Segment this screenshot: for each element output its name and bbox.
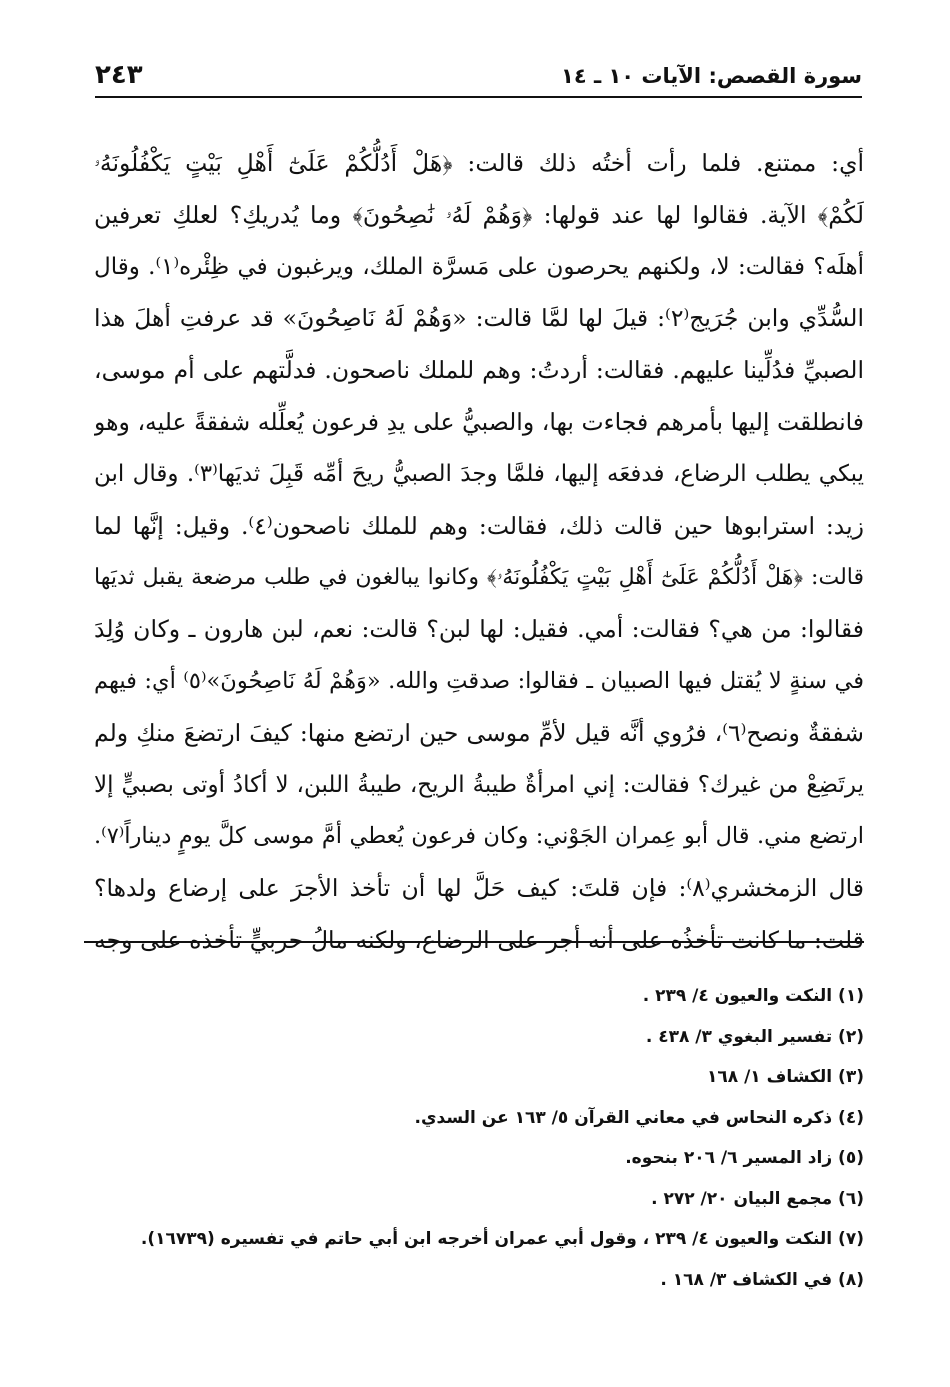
footnote: (٧) النكت والعيون ٤/ ٢٣٩ ، وقول أبي عمران أخرجه ابن أبي حاتم في تفسيره (١٦٧٣٩).	[140, 1229, 864, 1249]
text-line: يبكي يطلب الرضاع، فدفعَه إليها، فلمَّا وجدَ الصبيُّ ريحَ أمِّه قَبِلَ ثديَها⁽٣⁾. وقال ابن	[94, 460, 864, 487]
text-line: فقالوا: من هي؟ فقالت: أمي. فقيل: لها لبن؟ قالت: نعم، لبن هارون ـ وكان وُلِدَ	[94, 615, 864, 644]
footnote: (١) النكت والعيون ٤/ ٢٣٩ .	[642, 986, 864, 1006]
running-header	[95, 56, 862, 98]
text-line: ارتضع مني. قال أبو عِمران الجَوْني: وكان فرعون يُعطي أمَّ موسى كلَّ يومٍ ديناراً⁽٧⁾.	[94, 823, 864, 850]
surah-title: سورة القصص: الآيات ١٠ ـ ١٤	[561, 64, 862, 88]
footnote: (٥) زاد المسير ٦/ ٢٠٦ بنحوه.	[625, 1148, 864, 1168]
main-text	[94, 138, 864, 967]
text-line: أي: ممتنع. فلما رأت أختُه ذلك قالت: ﴿هَلْ أَدُلُّكُمْ عَلَىٰٓ أَهْلِ بَيْتٍ يَكْفُلُونَهُۥ	[94, 149, 864, 177]
text-line: لَكُمْ﴾ الآية. فقالوا لها عند قولها: ﴿وَهُمْ لَهُۥ نَٰصِحُونَ﴾ وما يُدريكِ؟ لعلكِ تعرفين	[94, 200, 864, 229]
text-line: شفقةٌ ونصح⁽٦⁾، فرُوي أنَّه قيل لأمِّ موسى حين ارتضع منها: كيفَ ارتضعَ منكِ ولم	[94, 718, 864, 747]
text-line: زيد: استرابوها حين قالت ذلك، فقالت: وهم للملك ناصحون⁽٤⁾. وقيل: إنَّها لما	[94, 511, 864, 540]
text-line: الصبيِّ فدُلِّينا عليهم. فقالت: أردتُ: وهم للملك ناصحون. فدلَّتهم على أم موسى،	[94, 356, 864, 385]
page-number: ٢٤٣	[95, 60, 143, 90]
text-line: يرتَضِعْ من غيرك؟ فقالت: إني امرأةٌ طيبةُ الريح، طيبةُ اللبن، لا أكادُ أوتى بصبيٍّ إلا	[94, 771, 864, 798]
text-line: قلت: ما كانت تأخذُه على أنه أجر على الرضاع، ولكنه مالُ حربيٍّ تأخذه على وجه	[94, 925, 864, 954]
footnote-separator	[84, 941, 864, 943]
text-line: السُّدِّي وابن جُرَيج⁽٢⁾: قيلَ لها لمَّا قالت: «وَهُمْ لَهُ نَاصِحُونَ» قد عرفتِ أهلَ هذا	[94, 304, 864, 333]
text-line: في سنةٍ لا يُقتل فيها الصبيان ـ فقالوا: صدقتِ والله. «وَهُمْ لَهُ نَاصِحُونَ»⁽٥⁾ أي: فيهم	[94, 667, 864, 694]
footnote: (٦) مجمع البيان ٢٠/ ٢٧٢ .	[651, 1188, 864, 1209]
footnote: (٢) تفسير البغوي ٣/ ٤٣٨ .	[645, 1026, 864, 1047]
text-line: قالت: ﴿هَلْ أَدُلُّكُمْ عَلَىٰٓ أَهْلِ بَيْتٍ يَكْفُلُونَهُۥ﴾ وكانوا يبالغون في طلب مرضعة يقبل ثديَها	[94, 565, 864, 591]
footnote: (٨) في الكشاف ٣/ ١٦٨ .	[660, 1269, 864, 1290]
footnote: (٣) الكشاف ١/ ١٦٨	[707, 1067, 864, 1087]
text-line: أهلَه؟ فقالت: لا، ولكنهم يحرصون على مَسرَّة الملك، ويرغبون في ظِئْره⁽١⁾. وقال	[94, 253, 864, 280]
footnotes	[94, 981, 864, 1305]
footnote: (٤) ذكره النحاس في معاني القرآن ٥/ ١٦٣ عن السدي.	[414, 1107, 864, 1128]
text-line: قال الزمخشري⁽٨⁾: فإن قلتَ: كيف حَلَّ لها أن تأخذ الأجرَ على إرضاع ولدها؟	[94, 874, 864, 903]
text-line: فانطلقت إليها بأمرهم فجاءت بها، والصبيُّ على يدِ فرعون يُعلِّله شفقةً عليه، وهو	[94, 407, 864, 436]
